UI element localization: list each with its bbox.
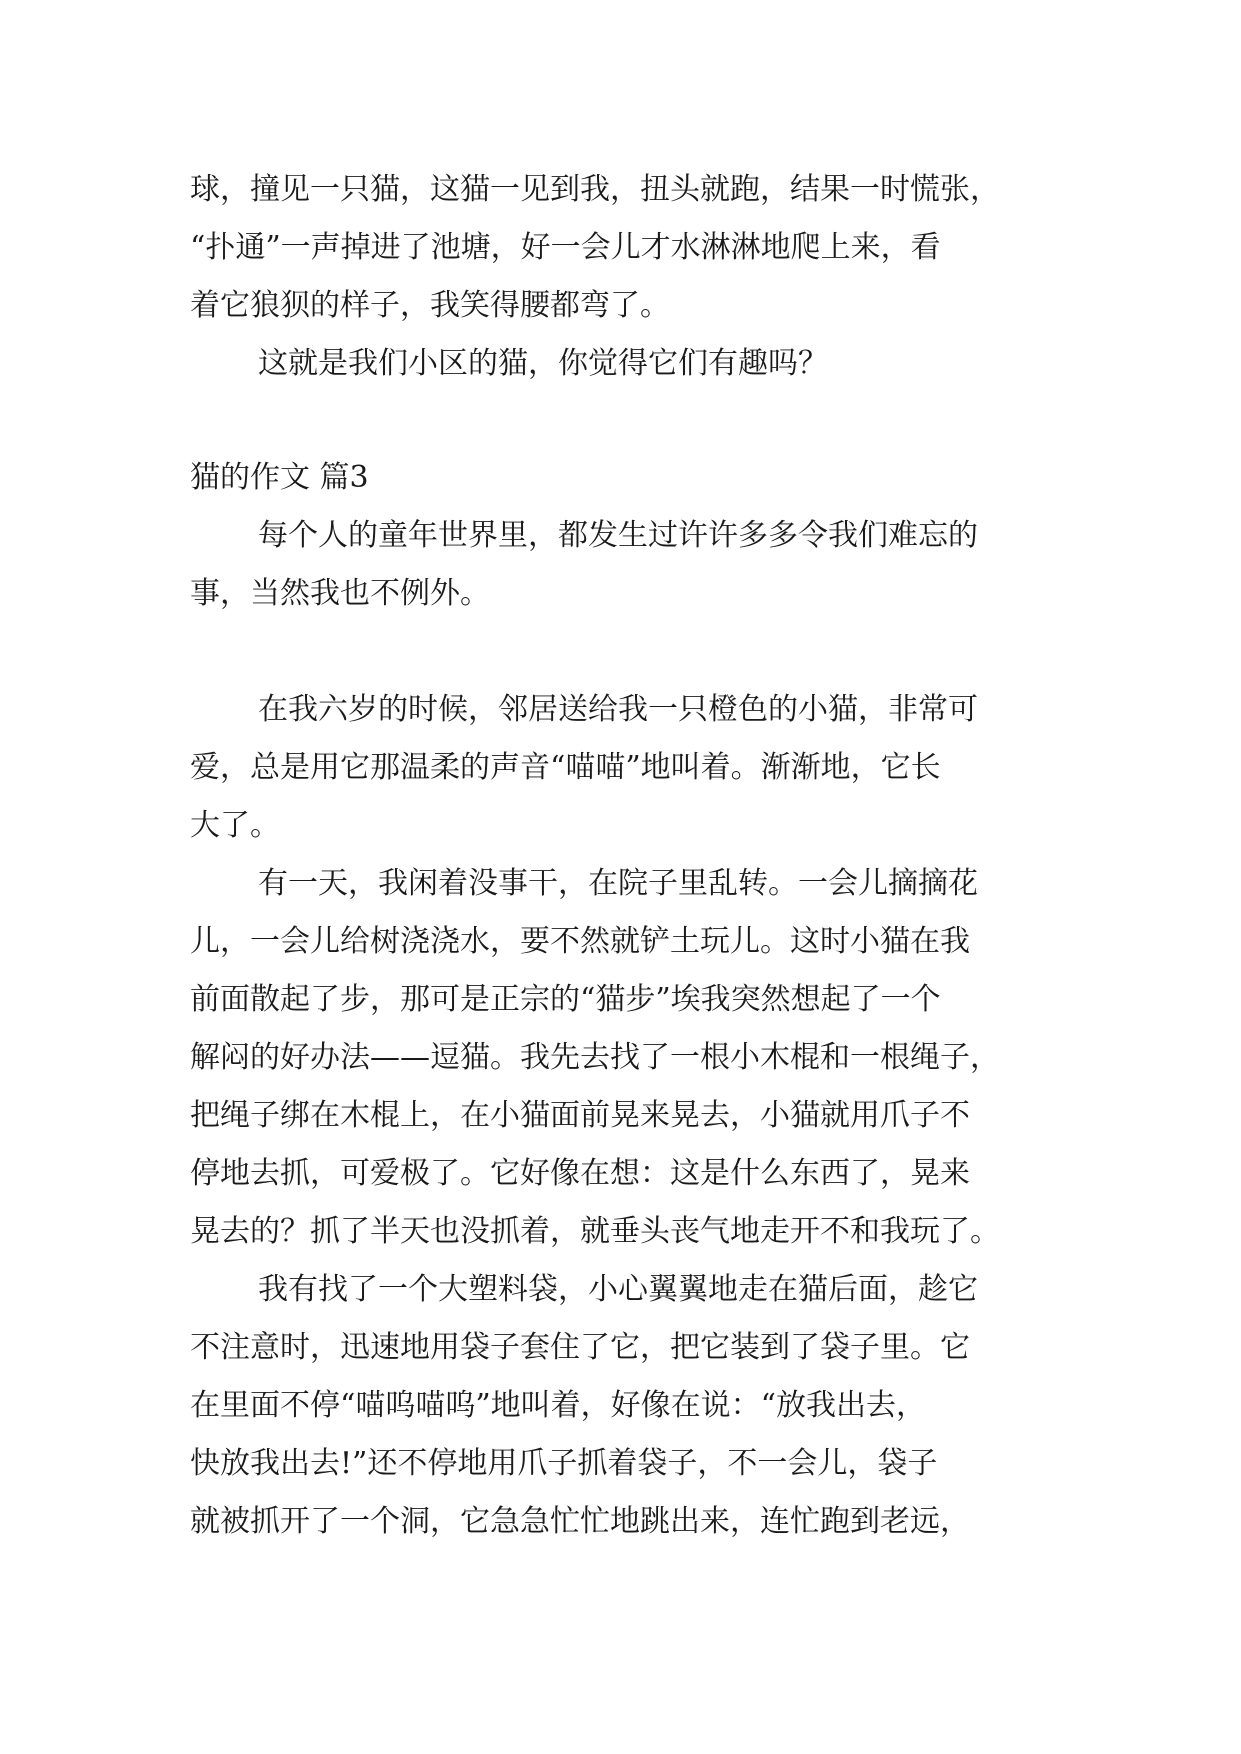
text-line: 球，撞见一只猫，这猫一见到我，扭头就跑，结果一时慌张， [190, 172, 1000, 207]
text-line: 前面散起了步，那可是正宗的“猫步”埃我突然想起了一个 [190, 982, 941, 1017]
text-line: “扑通”一声掉进了池塘，好一会儿才水淋淋地爬上来，看 [190, 230, 941, 265]
section-heading: 猫的作文 篇3 [190, 460, 369, 495]
text-line: 大了。 [190, 808, 280, 843]
text-line: 事，当然我也不例外。 [190, 576, 490, 611]
text-line: 在里面不停“喵呜喵呜”地叫着，好像在说：“放我出去， [190, 1388, 927, 1423]
paragraph-start: 在我六岁的时候，邻居送给我一只橙色的小猫，非常可 [258, 692, 978, 727]
paragraph-start: 这就是我们小区的猫，你觉得它们有趣吗？ [258, 346, 828, 381]
paragraph-start: 每个人的童年世界里，都发生过许许多多令我们难忘的 [258, 518, 978, 553]
paragraph-start: 有一天，我闲着没事干，在院子里乱转。一会儿摘摘花 [258, 866, 978, 901]
text-line: 就被抓开了一个洞，它急急忙忙地跳出来，连忙跑到老远， [190, 1504, 970, 1539]
text-line: 晃去的？抓了半天也没抓着，就垂头丧气地走开不和我玩了。 [190, 1214, 1000, 1249]
text-line: 把绳子绑在木棍上，在小猫面前晃来晃去，小猫就用爪子不 [190, 1098, 970, 1133]
text-line: 快放我出去!”还不停地用爪子抓着袋子，不一会儿，袋子 [190, 1446, 938, 1481]
text-line: 儿，一会儿给树浇浇水，要不然就铲土玩儿。这时小猫在我 [190, 924, 970, 959]
text-line: 停地去抓，可爱极了。它好像在想：这是什么东西了，晃来 [190, 1156, 970, 1191]
text-line: 爱，总是用它那温柔的声音“喵喵”地叫着。渐渐地，它长 [190, 750, 941, 785]
text-line: 解闷的好办法——逗猫。我先去找了一根小木棍和一根绳子， [190, 1040, 1000, 1075]
paragraph-start: 我有找了一个大塑料袋，小心翼翼地走在猫后面，趁它 [258, 1272, 978, 1307]
text-line: 不注意时，迅速地用袋子套住了它，把它装到了袋子里。它 [190, 1330, 970, 1365]
text-line: 着它狼狈的样子，我笑得腰都弯了。 [190, 288, 670, 323]
